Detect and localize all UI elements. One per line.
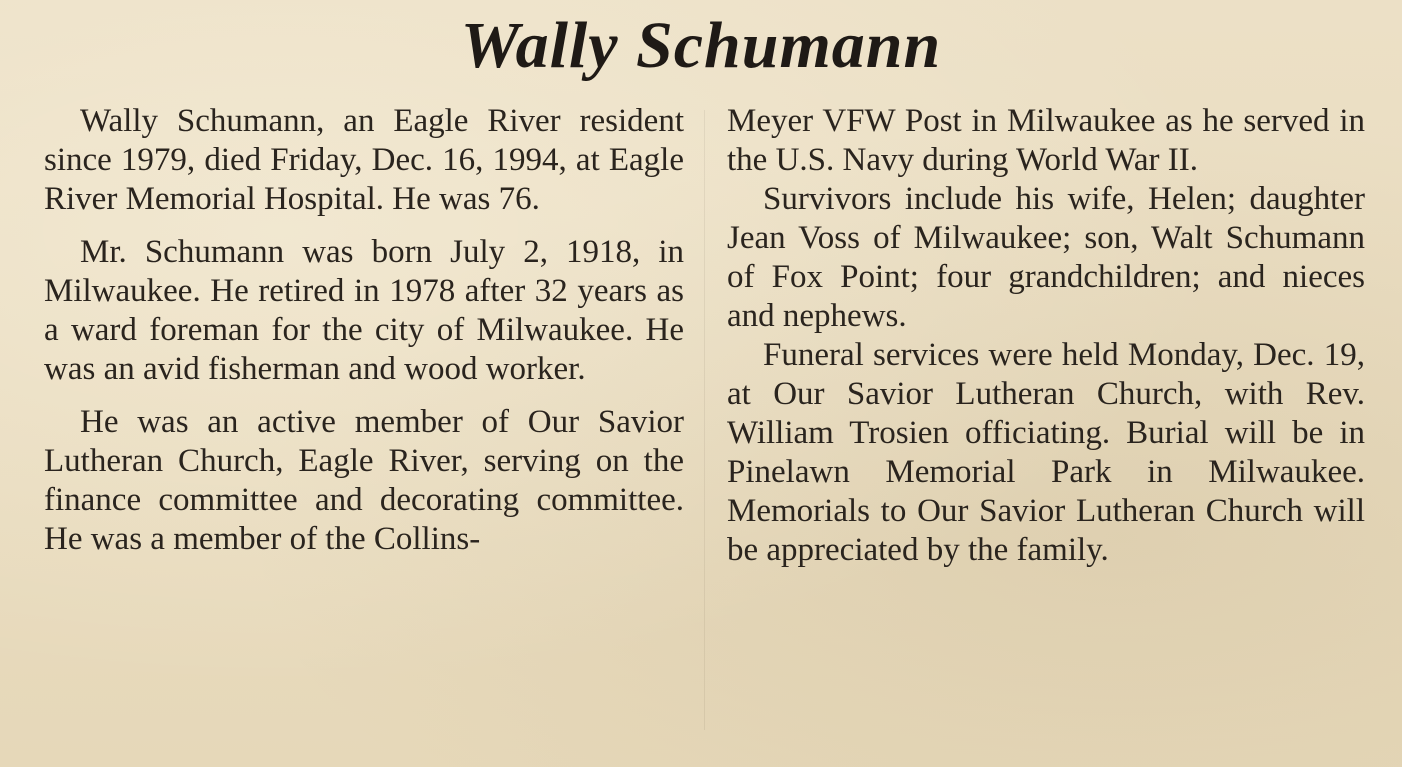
paragraph-death-notice: Wally Schumann, an Eagle River resident since 1979, died Friday, Dec. 16, 1994, at Eagle River Memorial Hospital. He was 76.	[44, 103, 684, 217]
right-column	[727, 102, 1365, 570]
paragraph-memberships: He was an active member of Our Savior Lutheran Church, Eagle River, serving on the finance committee and decorating committee. He was a member of the Collins-	[44, 404, 684, 557]
paragraph-survivors: Survivors include his wife, Helen; daughter Jean Voss of Milwaukee; son, Walt Schumann of Fox Point; four grandchildren; and nieces and nephews.	[727, 181, 1365, 334]
left-column	[44, 102, 684, 559]
paragraph-military-service: Meyer VFW Post in Milwaukee as he served in the U.S. Navy during World War II.	[727, 103, 1365, 178]
paragraph-funeral-services: Funeral services were held Monday, Dec. 19, at Our Savior Lutheran Church, with Rev. William Trosien officiating. Burial will be in Pinelawn Memorial Park in Milwaukee. Memorials to Our Savior Lutheran Church will be appreciated by the family.	[727, 337, 1365, 568]
column-gutter	[704, 110, 705, 730]
paragraph-biography: Mr. Schumann was born July 2, 1918, in Milwaukee. He retired in 1978 after 32 years as a ward foreman for the city of Milwaukee. He was an avid fisherman and wood worker.	[44, 234, 684, 387]
obituary-headline: Wally Schumann	[460, 9, 942, 82]
